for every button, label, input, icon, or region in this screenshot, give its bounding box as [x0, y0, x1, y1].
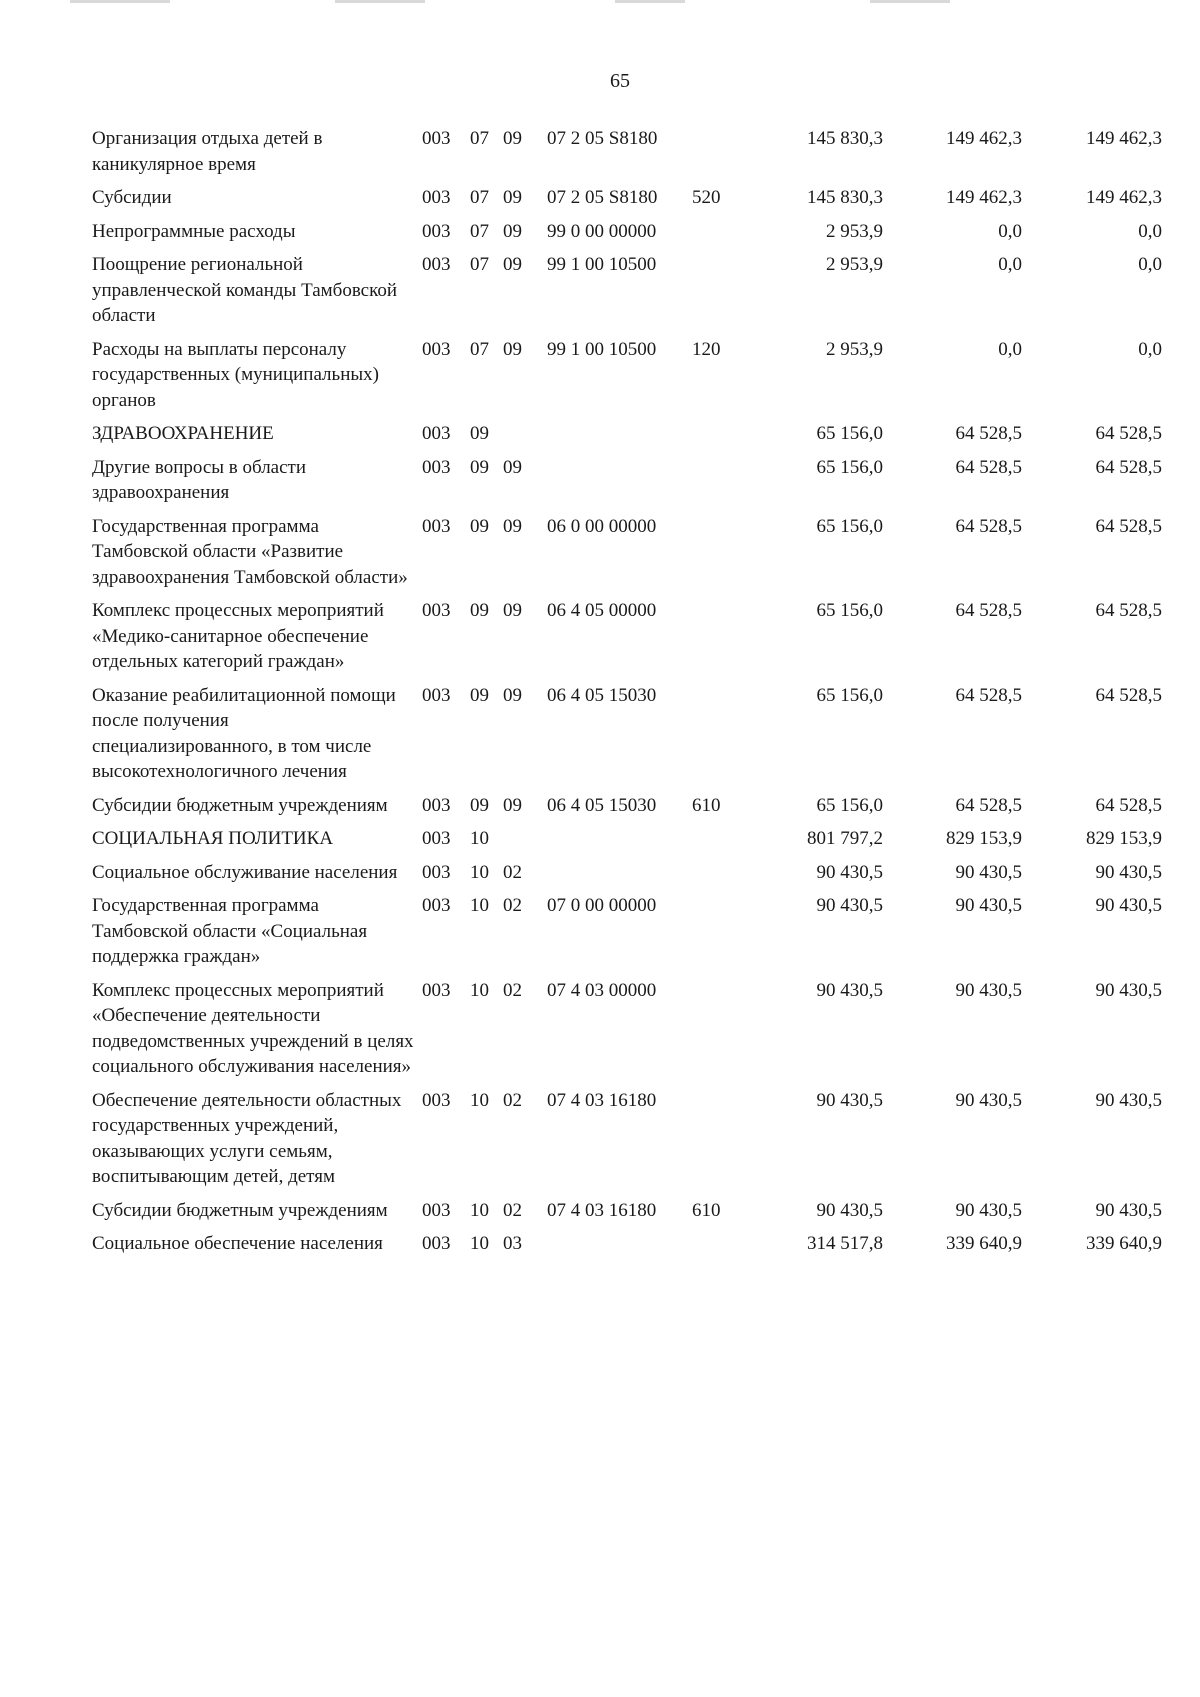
scan-artifact	[335, 0, 425, 3]
row-name: Комплекс процессных мероприятий «Медико-санитарное обеспечение отдельных категорий граждан»	[92, 600, 384, 672]
row-section-code: 10	[470, 979, 489, 1001]
row-section-code: 09	[470, 456, 489, 478]
scan-artifact	[870, 0, 950, 3]
row-target-article: 99 0 00 00000	[547, 220, 657, 242]
row-expense-type	[692, 893, 740, 978]
row-amount-2: 64 528,5	[955, 423, 1022, 444]
row-target-article: 07 4 03 00000	[547, 979, 657, 1001]
row-amount-2: 64 528,5	[955, 456, 1022, 478]
row-name: Непрограммные расходы	[92, 220, 296, 242]
row-amount-2: 64 528,5	[955, 515, 1022, 537]
row-amount-3: 64 528,5	[1095, 600, 1162, 621]
row-ministry-code: 003	[422, 794, 451, 816]
row-name: Государственная программа Тамбовской области «Развитие здравоохранения Тамбовской области»	[92, 515, 408, 588]
row-section-code: 09	[470, 515, 489, 537]
row-amount-2: 90 430,5	[955, 1199, 1022, 1221]
table-row	[92, 514, 1162, 599]
row-amount-1: 90 430,5	[816, 979, 883, 1001]
row-name: Субсидии бюджетным учреждениям	[92, 794, 388, 816]
row-amount-1: 65 156,0	[816, 600, 883, 621]
table-row	[92, 185, 1162, 219]
row-target-article: 07 4 03 16180	[547, 1089, 657, 1111]
row-target-article	[547, 1231, 692, 1265]
row-ministry-code: 003	[422, 423, 451, 444]
row-amount-3: 90 430,5	[1095, 1199, 1162, 1221]
row-expense-type	[692, 598, 740, 683]
row-target-article	[547, 421, 692, 455]
row-amount-1: 801 797,2	[807, 828, 883, 849]
row-expense-type	[692, 826, 740, 860]
row-amount-3: 90 430,5	[1095, 1089, 1162, 1111]
row-amount-2: 339 640,9	[946, 1233, 1022, 1254]
row-name: Социальное обслуживание населения	[92, 861, 398, 883]
row-name: Оказание реабилитационной помощи после получения специализированного, в том числе высокотехнологичного лечения	[92, 684, 396, 782]
row-expense-type	[692, 860, 740, 894]
row-expense-type	[692, 1231, 740, 1265]
row-subsection-code: 02	[503, 979, 522, 1001]
row-ministry-code: 003	[422, 456, 451, 478]
row-subsection-code: 09	[503, 794, 522, 816]
row-name: Субсидии бюджетным учреждениям	[92, 1199, 388, 1221]
row-subsection-code: 09	[503, 600, 522, 621]
row-subsection-code	[503, 421, 547, 455]
row-target-article: 06 4 05 15030	[547, 684, 657, 706]
row-target-article: 99 1 00 10500	[547, 338, 657, 360]
row-target-article: 99 1 00 10500	[547, 254, 657, 275]
row-amount-3: 64 528,5	[1095, 794, 1162, 816]
row-subsection-code: 02	[503, 1089, 522, 1111]
row-amount-3: 0,0	[1138, 254, 1162, 275]
row-expense-type: 120	[692, 338, 721, 360]
row-ministry-code: 003	[422, 895, 451, 916]
row-subsection-code: 02	[503, 1199, 522, 1221]
row-amount-3: 64 528,5	[1095, 515, 1162, 537]
row-ministry-code: 003	[422, 254, 451, 275]
row-subsection-code: 09	[503, 254, 522, 275]
row-amount-3: 829 153,9	[1086, 828, 1162, 849]
table-row	[92, 219, 1162, 253]
row-section-code: 07	[470, 220, 489, 242]
table-row	[92, 1198, 1162, 1232]
row-section-code: 10	[470, 1199, 489, 1221]
row-target-article: 07 4 03 16180	[547, 1199, 657, 1221]
row-amount-1: 2 953,9	[826, 220, 883, 242]
row-expense-type	[692, 514, 740, 599]
row-section-code: 07	[470, 128, 489, 149]
row-amount-2: 0,0	[998, 220, 1022, 242]
row-name: Государственная программа Тамбовской области «Социальная поддержка граждан»	[92, 895, 368, 967]
row-ministry-code: 003	[422, 600, 451, 621]
row-amount-2: 829 153,9	[946, 828, 1022, 849]
row-amount-1: 65 156,0	[816, 423, 883, 444]
row-name: Социальное обеспечение населения	[92, 1233, 383, 1254]
row-ministry-code: 003	[422, 338, 451, 360]
table-row	[92, 683, 1162, 793]
row-ministry-code: 003	[422, 128, 451, 149]
table-row	[92, 126, 1162, 185]
row-subsection-code: 09	[503, 187, 522, 208]
row-section-code: 10	[470, 1233, 489, 1254]
row-target-article	[547, 455, 692, 514]
row-section-code: 09	[470, 423, 489, 444]
row-subsection-code	[503, 826, 547, 860]
row-expense-type	[692, 219, 740, 253]
row-amount-3: 149 462,3	[1086, 187, 1162, 208]
row-amount-2: 64 528,5	[955, 600, 1022, 621]
row-section-code: 07	[470, 254, 489, 275]
row-target-article: 06 4 05 15030	[547, 794, 657, 816]
row-amount-2: 149 462,3	[946, 187, 1022, 208]
row-expense-type	[692, 252, 740, 337]
row-amount-1: 65 156,0	[816, 456, 883, 478]
row-amount-1: 65 156,0	[816, 794, 883, 816]
row-expense-type	[692, 421, 740, 455]
table-row	[92, 893, 1162, 978]
row-expense-type: 520	[692, 187, 721, 208]
row-expense-type	[692, 1088, 740, 1198]
row-amount-1: 90 430,5	[816, 1089, 883, 1111]
row-amount-1: 90 430,5	[816, 1199, 883, 1221]
row-ministry-code: 003	[422, 684, 451, 706]
table-row	[92, 598, 1162, 683]
row-amount-3: 90 430,5	[1095, 861, 1162, 883]
row-subsection-code: 09	[503, 684, 522, 706]
row-amount-3: 64 528,5	[1095, 684, 1162, 706]
row-subsection-code: 09	[503, 515, 522, 537]
row-subsection-code: 03	[503, 1233, 522, 1254]
row-expense-type	[692, 126, 740, 185]
row-amount-3: 339 640,9	[1086, 1233, 1162, 1254]
row-expense-type	[692, 455, 740, 514]
row-amount-2: 0,0	[998, 338, 1022, 360]
row-target-article: 06 0 00 00000	[547, 515, 657, 537]
row-section-code: 09	[470, 794, 489, 816]
row-amount-1: 145 830,3	[807, 128, 883, 149]
row-name: Поощрение региональной управленческой команды Тамбовской области	[92, 254, 398, 326]
row-name: Обеспечение деятельности областных государственных учреждений, оказывающих услуги семьям, воспитывающим детей, детям	[92, 1089, 402, 1187]
row-amount-3: 90 430,5	[1095, 895, 1162, 916]
row-name: Комплекс процессных мероприятий «Обеспечение деятельности подведомственных учреждений в целях социального обслуживания населения»	[92, 979, 414, 1077]
table-row	[92, 826, 1162, 860]
row-section-code: 09	[470, 600, 489, 621]
row-name: ЗДРАВООХРАНЕНИЕ	[92, 423, 274, 444]
row-amount-2: 90 430,5	[955, 895, 1022, 916]
row-expense-type: 610	[692, 1199, 721, 1221]
table-row	[92, 1088, 1162, 1198]
row-ministry-code: 003	[422, 1233, 451, 1254]
row-target-article	[547, 860, 692, 894]
row-ministry-code: 003	[422, 828, 451, 849]
row-amount-1: 65 156,0	[816, 515, 883, 537]
row-ministry-code: 003	[422, 1199, 451, 1221]
row-subsection-code: 09	[503, 128, 522, 149]
row-section-code: 10	[470, 1089, 489, 1111]
row-amount-3: 149 462,3	[1086, 128, 1162, 149]
row-target-article	[547, 826, 692, 860]
row-target-article: 07 2 05 S8180	[547, 187, 658, 208]
row-ministry-code: 003	[422, 1089, 451, 1111]
row-amount-3: 64 528,5	[1095, 456, 1162, 478]
row-subsection-code: 09	[503, 338, 522, 360]
row-section-code: 10	[470, 861, 489, 883]
row-name: Другие вопросы в области здравоохранения	[92, 456, 307, 503]
row-amount-1: 2 953,9	[826, 254, 883, 275]
row-name: Субсидии	[92, 187, 172, 208]
table-row	[92, 455, 1162, 514]
row-expense-type: 610	[692, 794, 721, 816]
row-amount-2: 0,0	[998, 254, 1022, 275]
row-amount-1: 90 430,5	[816, 895, 883, 916]
row-amount-1: 90 430,5	[816, 861, 883, 883]
row-ministry-code: 003	[422, 187, 451, 208]
row-amount-2: 90 430,5	[955, 979, 1022, 1001]
row-expense-type	[692, 683, 740, 793]
row-section-code: 10	[470, 828, 489, 849]
row-section-code: 07	[470, 187, 489, 208]
row-subsection-code: 02	[503, 895, 522, 916]
row-section-code: 07	[470, 338, 489, 360]
page-number: 65	[610, 70, 630, 92]
table-body	[92, 126, 1162, 1265]
row-amount-1: 145 830,3	[807, 187, 883, 208]
scan-artifact	[615, 0, 685, 3]
row-amount-1: 65 156,0	[816, 684, 883, 706]
row-amount-3: 0,0	[1138, 338, 1162, 360]
row-amount-3: 0,0	[1138, 220, 1162, 242]
table-row	[92, 978, 1162, 1088]
table-row	[92, 421, 1162, 455]
row-target-article: 07 2 05 S8180	[547, 128, 658, 149]
row-section-code: 10	[470, 895, 489, 916]
row-ministry-code: 003	[422, 979, 451, 1001]
row-amount-1: 2 953,9	[826, 338, 883, 360]
table-row	[92, 252, 1162, 337]
table-row	[92, 337, 1162, 422]
row-subsection-code: 09	[503, 456, 522, 478]
table-row	[92, 1231, 1162, 1265]
budget-table	[92, 126, 1162, 1265]
table-row	[92, 793, 1162, 827]
table-row	[92, 860, 1162, 894]
row-name: Организация отдыха детей в каникулярное время	[92, 128, 323, 175]
row-amount-2: 90 430,5	[955, 861, 1022, 883]
scan-artifact	[70, 0, 170, 3]
row-subsection-code: 09	[503, 220, 522, 242]
row-amount-3: 90 430,5	[1095, 979, 1162, 1001]
row-subsection-code: 02	[503, 861, 522, 883]
row-target-article: 06 4 05 00000	[547, 600, 657, 621]
row-amount-2: 90 430,5	[955, 1089, 1022, 1111]
row-ministry-code: 003	[422, 861, 451, 883]
row-amount-2: 64 528,5	[955, 684, 1022, 706]
row-ministry-code: 003	[422, 220, 451, 242]
row-name: СОЦИАЛЬНАЯ ПОЛИТИКА	[92, 828, 334, 849]
row-section-code: 09	[470, 684, 489, 706]
row-amount-1: 314 517,8	[807, 1233, 883, 1254]
row-expense-type	[692, 978, 740, 1088]
row-amount-3: 64 528,5	[1095, 423, 1162, 444]
row-amount-2: 64 528,5	[955, 794, 1022, 816]
row-amount-2: 149 462,3	[946, 128, 1022, 149]
row-ministry-code: 003	[422, 515, 451, 537]
row-target-article: 07 0 00 00000	[547, 895, 657, 916]
row-name: Расходы на выплаты персоналу государственных (муниципальных) органов	[92, 338, 379, 411]
